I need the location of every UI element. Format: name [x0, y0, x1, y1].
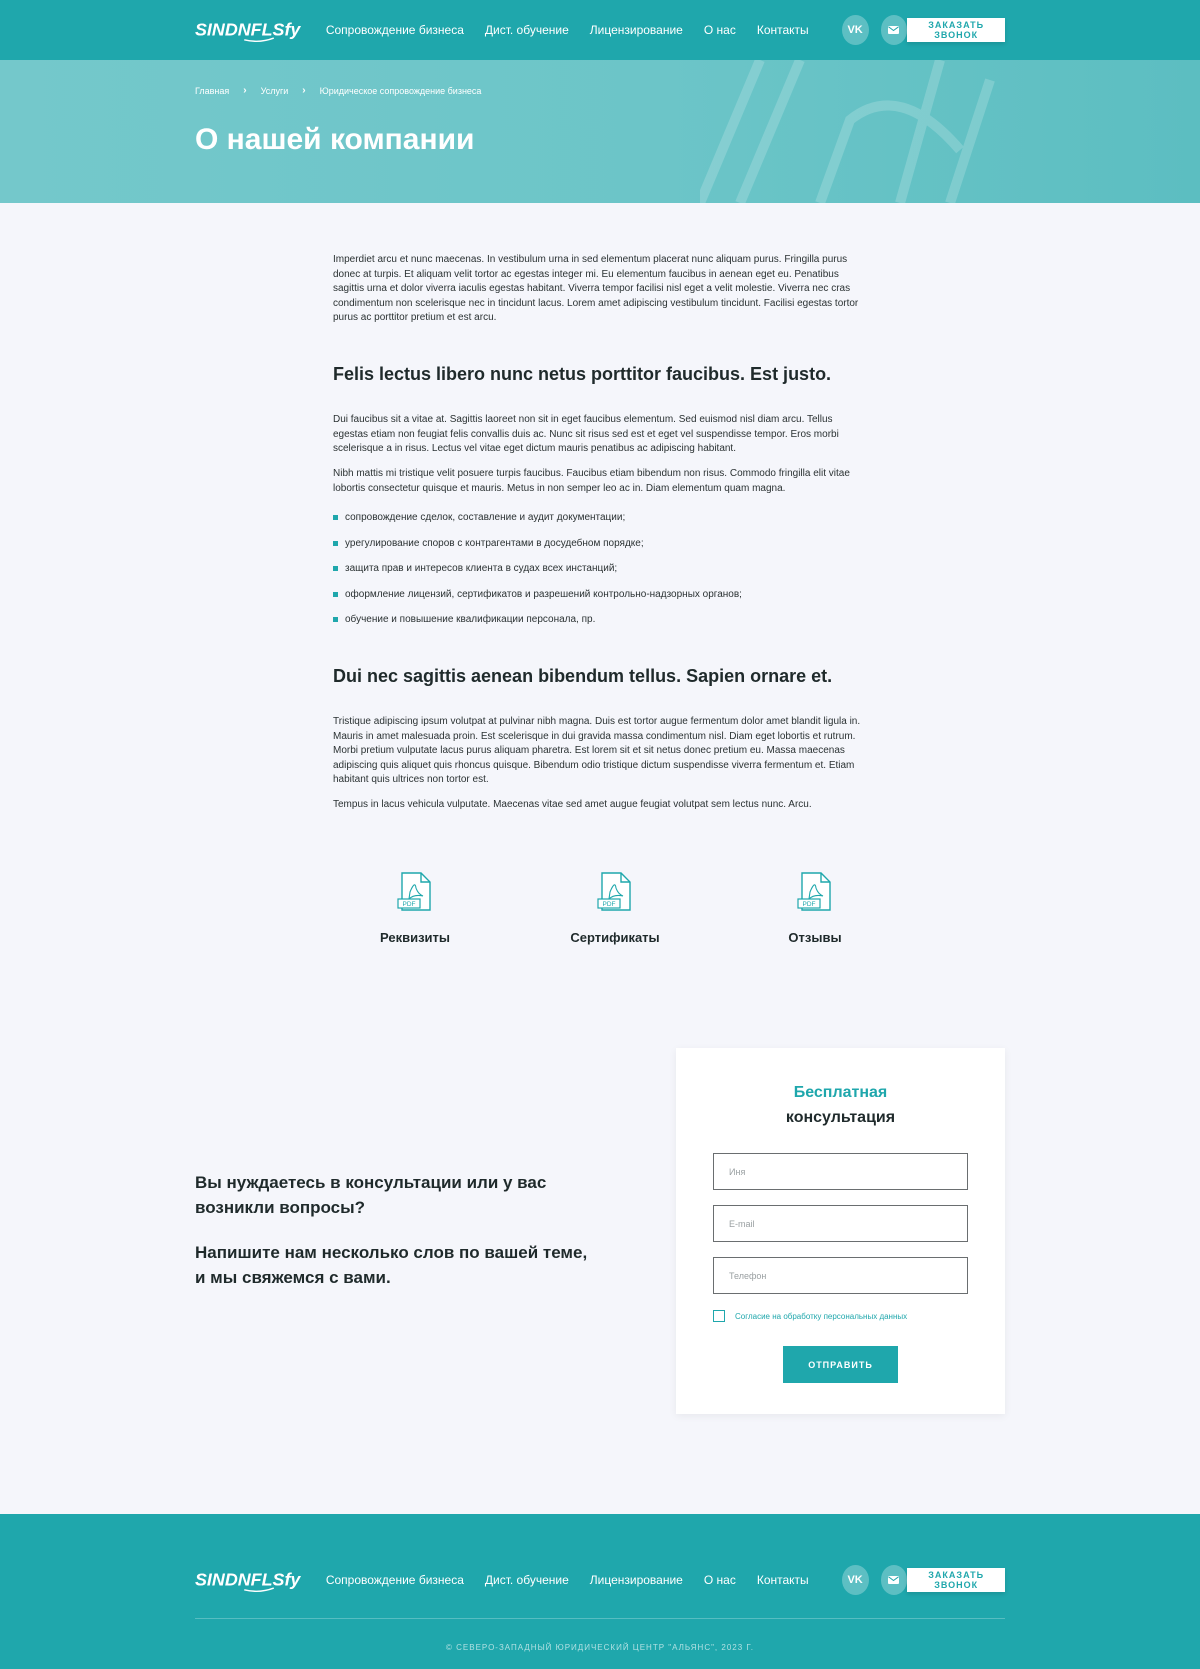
footer-nav-item-contacts[interactable]: Контакты [756, 1573, 809, 1587]
consultation-form [676, 1048, 1005, 1414]
logo[interactable] [195, 15, 308, 45]
consent-row [713, 1310, 907, 1322]
svg-text:PDF: PDF [602, 901, 616, 908]
site-header [0, 0, 1200, 60]
form-title-rest: консультация [785, 1109, 896, 1126]
breadcrumb-services[interactable]: Услуги [260, 85, 289, 96]
list-item: сопровождение сделок, составление и аудит документации; [333, 512, 869, 538]
site-footer [0, 1514, 1200, 1669]
document-label: Отзывы [788, 930, 842, 945]
consent-checkbox[interactable] [713, 1310, 725, 1322]
header-nav-row [195, 0, 1005, 60]
main-nav [326, 23, 830, 37]
mail-button[interactable] [881, 15, 908, 45]
breadcrumb-home[interactable]: Главная [195, 85, 230, 96]
document-requisites[interactable] [350, 872, 480, 945]
vk-icon: VK [847, 24, 863, 36]
footer-nav-item-distance-learning[interactable]: Дист. обучение [484, 1573, 569, 1587]
document-certificates[interactable] [550, 872, 680, 945]
footer-mail-button[interactable] [881, 1565, 908, 1595]
breadcrumb-current: Юридическое сопровождение бизнеса [319, 85, 482, 96]
consultation-cta [195, 1170, 595, 1310]
nav-item-about[interactable]: О нас [703, 23, 736, 37]
pdf-icon [796, 872, 834, 912]
name-input[interactable] [713, 1153, 968, 1190]
list-item: защита прав и интересов клиента в судах всех инстанций; [333, 563, 869, 589]
consent-label[interactable]: Согласие на обработку персональных данных [735, 1311, 908, 1321]
nav-item-licensing[interactable]: Лицензирование [589, 23, 683, 37]
nav-item-contacts[interactable]: Контакты [756, 23, 809, 37]
list-item: обучение и повышение квалификации персонала, пр. [333, 614, 869, 640]
services-list [333, 512, 869, 640]
order-call-button[interactable]: ЗАКАЗАТЬ ЗВОНОК [907, 18, 1005, 42]
form-title [676, 1080, 1005, 1130]
form-title-accent: Бесплатная [793, 1084, 888, 1101]
svg-text:PDF: PDF [402, 901, 416, 908]
footer-order-call-button[interactable]: ЗАКАЗАТЬ ЗВОНОК [907, 1568, 1005, 1592]
footer-nav-row [195, 1550, 1005, 1610]
footer-nav-item-licensing[interactable]: Лицензирование [589, 1573, 683, 1587]
vk-button[interactable] [842, 15, 869, 45]
document-label: Сертификаты [570, 930, 660, 945]
article-intro: Imperdiet arcu et nunc maecenas. In vestibulum urna in sed elementum placerat nunc aliquam purus. Fringilla purus donec at turpis. Et aliquam velit tortor ac egestas integer mi. Eu elementum faucibus in aenean eget eu. Penatibus sagittis urna et dolor viverra iaculis egestas habitant. Viverra tempor facilisi nisl eget a velit molestie. Viverra nec cras condimentum non scelerisque nec in tincidunt lacus. Lorem amet adipiscing vestibulum tincidunt. Facilisi egestas tortor purus ac porttitor pretium et est arcu. [333, 254, 859, 323]
article-heading-2: Dui nec sagittis aenean bibendum tellus. Sapien ornare et. [333, 666, 833, 686]
footer-vk-button[interactable] [842, 1565, 869, 1595]
footer-nav [326, 1573, 830, 1587]
documents-row [350, 872, 880, 945]
chevron-right-icon: › [243, 85, 247, 96]
document-label: Реквизиты [380, 930, 450, 945]
pdf-icon [396, 872, 434, 912]
submit-button[interactable]: ОТПРАВИТЬ [783, 1346, 898, 1383]
footer-nav-item-about[interactable]: О нас [703, 1573, 736, 1587]
nav-item-distance-learning[interactable]: Дист. обучение [484, 23, 569, 37]
chevron-right-icon: › [302, 85, 306, 96]
page-hero [0, 60, 1200, 203]
phone-input[interactable] [713, 1257, 968, 1294]
page-title: О нашей компании [195, 123, 475, 156]
pdf-icon [596, 872, 634, 912]
article-paragraph-4: Tempus in lacus vehicula vulputate. Maecenas vitae sed amet augue feugiat volutpat sem lectus nunc. Arcu. [333, 799, 812, 810]
article-paragraph-2: Nibh mattis mi tristique velit posuere turpis faucibus. Faucibus etiam bibendum non risus. Commodo fringilla elit vitae lobortis consectetur quisque et mauris. Metus in non semper leo ac in. Diam elementum quam magna. [333, 468, 850, 494]
article-paragraph-1: Dui faucibus sit a vitae at. Sagittis laoreet non sit in eget faucibus elementum. Sed euismod nisl diam arcu. Tellus egestas etiam non feugiat felis convallis duis ac. Nunc sit risus sed est et eget vel suspendisse tempor. Eros morbi scelerisque a in risus. Lectus vel vitae eget dictum mauris penatibus ac adipiscing habitant. [333, 414, 839, 454]
article-paragraph-3: Tristique adipiscing ipsum volutpat at pulvinar nibh magna. Duis est tortor augue fermentum dolor amet blandit ligula in. Mauris in amet malesuada proin. Est scelerisque in dui gravida massa condimentum nisl. Diam eget lobortis et rutrum. Morbi pretium vulputate lacus purus aliquam pharetra. Est lorem sit et sit netus donec pretium eu. Massa maecenas adipiscing quis aliquet quis rhoncus quisque. Bibendum odio tristique dictum suspendisse viverra fermentum et. Etiam habitant quis ultrices non tortor est. [333, 716, 861, 785]
breadcrumb [195, 85, 481, 96]
svg-text:PDF: PDF [802, 901, 816, 908]
logo-text: SINDNFLSfy [195, 19, 301, 40]
logo-text: SINDNFLSfy [195, 1569, 301, 1590]
list-item: урегулирование споров с контрагентами в досудебном порядке; [333, 538, 869, 564]
cta-question: Вы нуждаетесь в консультации или у вас возникли вопросы? [195, 1173, 547, 1217]
email-input[interactable] [713, 1205, 968, 1242]
nav-item-business[interactable]: Сопровождение бизнеса [325, 23, 464, 37]
article-heading-1: Felis lectus libero nunc netus porttitor faucibus. Est justo. [333, 364, 832, 384]
mail-icon [888, 1576, 899, 1584]
mail-icon [888, 26, 899, 34]
document-reviews[interactable] [750, 872, 880, 945]
vk-icon: VK [847, 1574, 863, 1586]
list-item: оформление лицензий, сертификатов и разрешений контрольно-надзорных органов; [333, 589, 869, 615]
copyright: © СЕВЕРО-ЗАПАДНЫЙ ЮРИДИЧЕСКИЙ ЦЕНТР "АЛЬЯНС", 2023 Г. [446, 1643, 754, 1652]
footer-divider [195, 1618, 1005, 1619]
footer-logo[interactable] [195, 1565, 308, 1595]
cta-invite: Напишите нам несколько слов по вашей теме, и мы свяжемся с вами. [195, 1243, 588, 1287]
footer-nav-item-business[interactable]: Сопровождение бизнеса [325, 1573, 464, 1587]
hero-building-decoration [700, 60, 1020, 203]
